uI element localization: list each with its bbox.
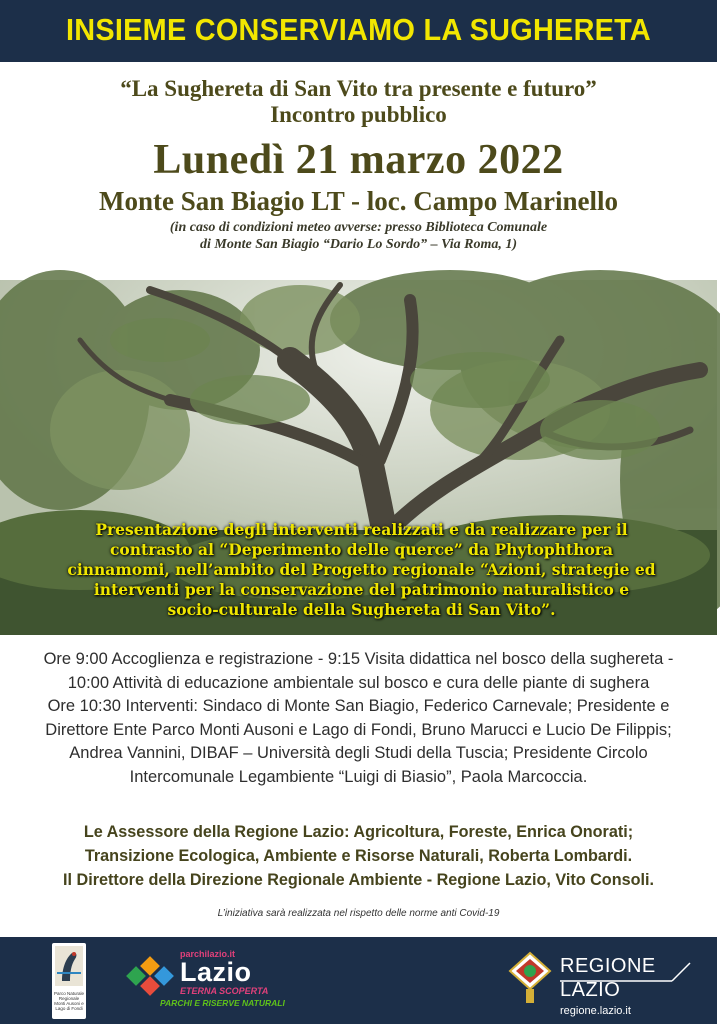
authorities-line: Il Direttore della Direzione Regionale Ambiente - Regione Lazio, Vito Consoli. xyxy=(63,871,654,889)
weather-note-line: di Monte San Biagio “Dario Lo Sordo” – Via Roma, 1) xyxy=(200,237,517,252)
program-line: Direttore Ente Parco Monti Ausoni e Lago di Fondi, Bruno Marucci e Lucio De Filippis; xyxy=(45,720,672,739)
program-line: 10:00 Attività di educazione ambientale sul bosco e cura delle piante di sughera xyxy=(67,673,650,692)
region-site: regione.lazio.it xyxy=(560,1005,631,1017)
region-divider-icon xyxy=(560,957,700,987)
event-header xyxy=(0,62,717,280)
program-line: Ore 10:30 Interventi: Sindaco di Monte San Biagio, Federico Carnevale; Presidente e xyxy=(47,697,670,715)
weather-note-line: (in caso di condizioni meteo avverse: presso Biblioteca Comunale xyxy=(169,220,548,235)
authorities-line: Transizione Ecologica, Ambiente e Risorse Naturali, Roberta Lombardi. xyxy=(84,847,633,865)
event-subtitle: “La Sughereta di San Vito tra presente e futuro” xyxy=(120,76,597,101)
event-program xyxy=(20,648,697,789)
lazio-tagline: ETERNA SCOPERTA xyxy=(180,986,269,996)
title-banner xyxy=(0,0,717,62)
lazio-wordmark: Lazio xyxy=(180,957,252,987)
caption-line: contrasto al “Deperimento delle querce” da Phytophthora xyxy=(109,540,614,559)
main-title: INSIEME CONSERVIAMO LA SUGHERETA xyxy=(65,12,652,47)
photo-credit: Foto Paola Marcoccia - Sughereta monumentale di San Vito xyxy=(711,707,720,920)
photo-caption xyxy=(42,520,681,620)
park-logo xyxy=(52,943,86,1019)
program-line: Ore 9:00 Accoglienza e registrazione - 9:15 Visita didattica nel bosco della sughereta - xyxy=(43,650,674,668)
event-type: Incontro pubblico xyxy=(270,102,447,127)
lazio-site: parchilazio.it xyxy=(180,949,236,959)
caption-line: Presentazione degli interventi realizzati e da realizzare per il xyxy=(95,520,628,539)
caption-line: socio-culturale della Sughereta di San Vito”. xyxy=(167,600,556,619)
regione-lazio-emblem-icon xyxy=(506,949,554,1009)
region-name-line: LAZIO xyxy=(560,979,621,1001)
authorities-line: Le Assessore della Regione Lazio: Agricoltura, Foreste, Enrica Onorati; xyxy=(83,823,634,841)
bird-emblem-icon xyxy=(52,943,86,989)
event-place: Monte San Biagio LT - loc. Campo Marinello xyxy=(98,186,619,216)
lazio-parks-label: PARCHI E RISERVE NATURALI xyxy=(160,998,285,1008)
footer-banner xyxy=(0,937,717,1024)
region-name-line: REGIONE xyxy=(560,955,656,977)
caption-line: cinnamomi, nell’ambito del Progetto regionale “Azioni, strategie ed xyxy=(67,560,656,579)
program-line: Andrea Vannini, DIBAF – Università degli Studi della Tuscia; Presidente Circolo xyxy=(69,744,648,762)
authorities-list xyxy=(6,820,711,892)
covid-note: L’iniziativa sarà realizzata nel rispetto delle norme anti Covid-19 xyxy=(217,908,500,919)
program-line: Intercomunale Legambiente “Luigi di Biasio”, Paola Marcoccia. xyxy=(129,767,588,786)
park-logo-label: Parco Naturale Regionale Monti Ausoni e Lago di Fondi xyxy=(53,991,84,1011)
weather-note xyxy=(0,219,717,253)
event-date: Lunedì 21 marzo 2022 xyxy=(153,137,564,183)
caption-line: interventi per la conservazione del patrimonio naturalistico e xyxy=(93,580,630,599)
